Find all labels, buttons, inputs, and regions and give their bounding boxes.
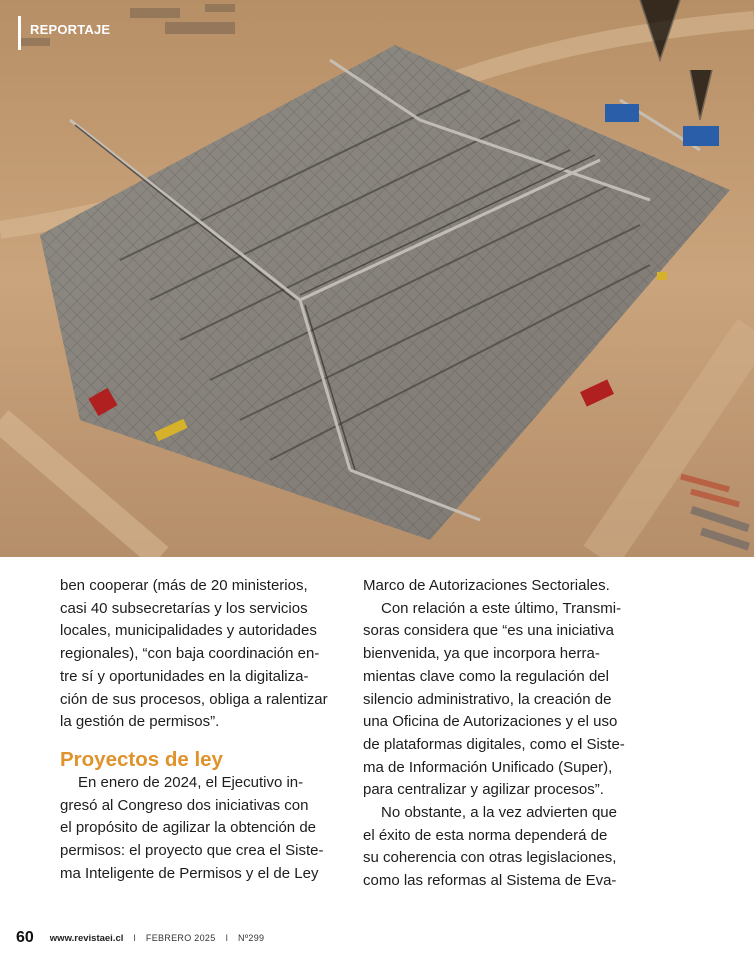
section-tag-bar: [18, 16, 21, 50]
section-heading: Proyectos de ley: [60, 747, 223, 771]
left-paragraph-1: [60, 575, 350, 734]
text-line: ma de Información Unificado (Super),: [363, 758, 613, 776]
text-line: una Oficina de Autorizaciones y el uso: [363, 713, 618, 731]
issue-date: FEBRERO 2025: [145, 933, 216, 943]
text-line: regionales), “con baja coordinación en-: [60, 645, 320, 663]
text-line: el propósito de agilizar la obtención de: [60, 819, 317, 837]
text-line: ma Inteligente de Permisos y el de Ley: [60, 864, 319, 882]
text-line: En enero de 2024, el Ejecutivo in-: [78, 773, 304, 791]
left-paragraph-2: [60, 772, 350, 886]
text-line: como las reformas al Sistema de Eva-: [363, 872, 617, 890]
website-link[interactable]: www.revistaei.cl: [49, 932, 124, 944]
text-line: Con relación a este último, Transmi-: [381, 599, 622, 617]
text-line: mientas clave como la regulación del: [363, 667, 609, 685]
footer-separator: I: [133, 933, 136, 943]
text-line: Marco de Autorizaciones Sectoriales.: [363, 577, 610, 594]
text-line: su coherencia con otras legislaciones,: [363, 849, 617, 867]
text-line: locales, municipalidades y autoridades: [60, 622, 317, 640]
text-line: la gestión de permisos”.: [60, 713, 220, 731]
footer-separator: I: [225, 933, 229, 943]
text-line: soras considera que “es una iniciativa: [363, 622, 614, 640]
text-line: ben cooperar (más de 20 ministerios,: [60, 577, 308, 594]
text-line: No obstante, a la vez advierten que: [381, 804, 617, 822]
section-label: REPORTAJE: [30, 22, 111, 37]
issue-number: Nº299: [238, 933, 265, 943]
text-line: ción de sus procesos, obliga a ralentizar: [60, 690, 328, 708]
article-right-column: [363, 575, 639, 893]
text-line: gresó al Congreso dos iniciativas con: [60, 796, 309, 814]
text-line: de plataformas digitales, como el Siste-: [363, 735, 625, 753]
right-paragraph-2: [363, 598, 639, 802]
text-line: bienvenida, ya que incorpora herra-: [363, 645, 600, 663]
text-line: tre sí y oportunidades en la digitaliza-: [60, 667, 309, 685]
text-line: para centralizar y agilizar procesos”.: [363, 781, 604, 799]
article-left-column: [60, 575, 350, 885]
right-paragraph-3: [363, 802, 639, 893]
text-line: casi 40 subsecretarías y los servicios: [60, 599, 308, 617]
text-line: silencio administrativo, la creación de: [363, 690, 612, 708]
text-line: el éxito de esta norma dependerá de: [363, 826, 608, 844]
page-footer: [16, 928, 264, 948]
text-line: permisos: el proyecto que crea el Siste-: [60, 842, 324, 860]
right-paragraph-1: [363, 575, 639, 598]
page-number: 60: [16, 929, 34, 946]
